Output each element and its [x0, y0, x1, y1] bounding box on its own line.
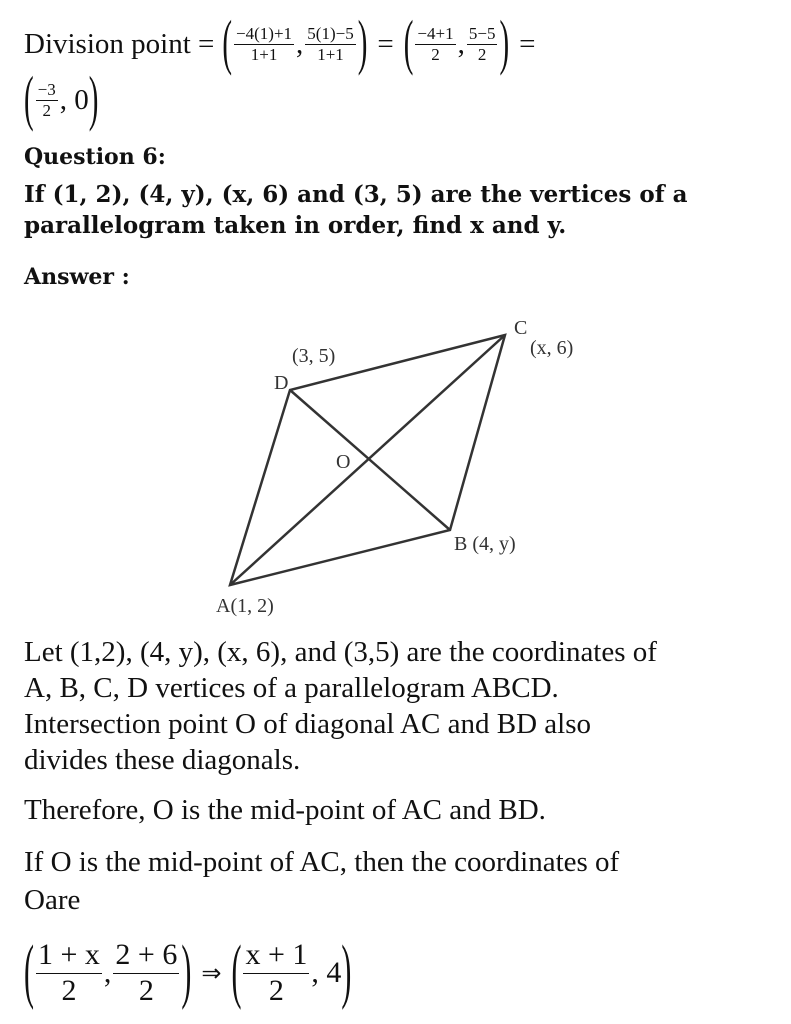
vertex-a-label: A(1, 2)	[216, 595, 274, 617]
vertex-d-coords: (3, 5)	[292, 345, 336, 367]
division-point-line: Division point = ( $\frac{-4(1)+1}{1+1}$ , $\frac{5(1)-5}{1+1}$ ) = ( $\frac{-4+1}{2}$ , $\frac{5-5}{2}$ ) =	[24, 9, 536, 77]
fraction: $\frac{-3}{2}$	[37, 79, 56, 120]
body-line: If O is the mid-point of AC, then the coordinates of	[24, 846, 620, 878]
body-line: Intersection point O of diagonal AC and BD also	[24, 708, 592, 740]
body-line: Oare	[24, 884, 81, 916]
question-text-line1: If (1, 2), (4, y), (x, 6) and (3, 5) are the vertices of a	[24, 181, 688, 208]
division-point-result: ( $\frac{-3}{2}$ , 0 )	[24, 65, 99, 133]
fraction: $\frac{5-5}{2}$	[468, 23, 496, 64]
vertex-c-label: C	[514, 317, 528, 339]
answer-label: Answer :	[24, 264, 130, 290]
question-text-line2: parallelogram taken in order, find x and y.	[24, 212, 567, 239]
fraction: $\frac{-4+1}{2}$	[417, 23, 454, 64]
body-line: Therefore, O is the mid-point of AC and BD.	[24, 794, 546, 826]
fraction: $\frac{2 + 6}{2}$	[115, 938, 178, 1007]
fraction: $\frac{-4(1)+1}{1+1}$	[236, 23, 293, 64]
question-heading: Question 6:	[24, 144, 166, 170]
vertex-d-label: D	[274, 372, 289, 394]
parallelogram-figure	[200, 310, 620, 620]
division-point-label: Division point =	[24, 27, 215, 60]
body-line: divides these diagonals.	[24, 744, 301, 776]
vertex-b-label: B (4, y)	[454, 533, 516, 555]
fraction: $\frac{5(1)-5}{1+1}$	[307, 23, 354, 64]
body-line: Let (1,2), (4, y), (x, 6), and (3,5) are the coordinates of	[24, 636, 657, 668]
fraction: $\frac{1 + x}{2}$	[38, 938, 100, 1007]
intersection-o-label: O	[336, 451, 351, 473]
fraction: $\frac{x + 1}{2}$	[245, 938, 308, 1007]
body-line: A, B, C, D vertices of a parallelogram ABCD.	[24, 672, 559, 704]
vertex-c-coords: (x, 6)	[530, 337, 574, 359]
midpoint-expression: ( $\frac{1 + x}{2}$ , $\frac{2 + 6}{2}$ ) ⇒ ( $\frac{x + 1}{2}$ , 4 )	[24, 932, 352, 1012]
